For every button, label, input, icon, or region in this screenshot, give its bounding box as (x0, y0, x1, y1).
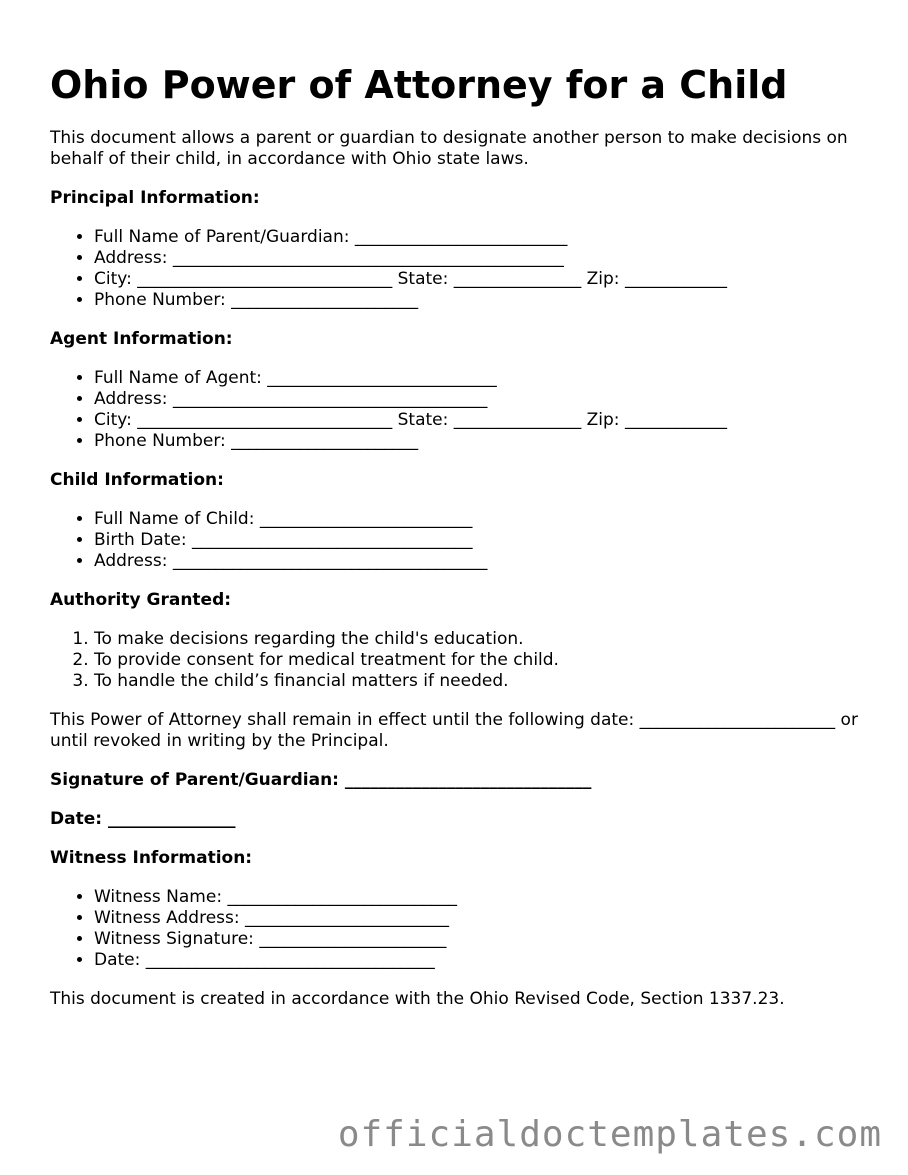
authority-item-education: 1. To make decisions regarding the child's education. (94, 629, 870, 650)
principal-list (50, 227, 870, 311)
authority-item-financial: 3. To handle the child’s financial matters if needed. (94, 671, 870, 692)
witness-signature-field[interactable]: • Witness Signature: ______________________ (94, 929, 870, 950)
agent-city-state-zip-field[interactable]: • City: ______________________________ State: _______________ Zip: ____________ (94, 410, 870, 431)
agent-phone-field[interactable]: • Phone Number: ______________________ (94, 431, 870, 452)
agent-full-name-field[interactable]: • Full Name of Agent: ___________________________ (94, 368, 870, 389)
authority-heading: Authority Granted: (50, 590, 232, 610)
authority-list (50, 629, 870, 692)
principal-full-name-field[interactable]: • Full Name of Parent/Guardian: _________________________ (94, 227, 870, 248)
witness-address-field[interactable]: • Witness Address: ________________________ (94, 908, 870, 929)
principal-address-field[interactable]: • Address: ______________________________________________ (94, 248, 870, 269)
witness-list (50, 887, 870, 971)
principal-city-state-zip-field[interactable]: • City: ______________________________ State: _______________ Zip: ____________ (94, 269, 870, 290)
witness-date-field[interactable]: • Date: __________________________________ (94, 950, 870, 971)
agent-heading: Agent Information: (50, 329, 233, 349)
agent-address-field[interactable]: • Address: _____________________________________ (94, 389, 870, 410)
child-heading: Child Information: (50, 470, 224, 490)
principal-heading: Principal Information: (50, 188, 260, 208)
agent-list (50, 368, 870, 452)
watermark: officialdoctemplates.com (337, 1114, 882, 1155)
child-list (50, 509, 870, 572)
intro-paragraph: This document allows a parent or guardian to designate another person to make decisions on behalf of their child, in accordance with Ohio state laws. (50, 128, 848, 169)
principal-phone-field[interactable]: • Phone Number: ______________________ (94, 290, 870, 311)
child-birth-date-field[interactable]: • Birth Date: _________________________________ (94, 530, 870, 551)
document-page (50, 60, 870, 1028)
authority-item-medical: 2. To provide consent for medical treatment for the child. (94, 650, 870, 671)
document-title: Ohio Power of Attorney for a Child (50, 63, 788, 107)
child-address-field[interactable]: • Address: _____________________________________ (94, 551, 870, 572)
effect-paragraph[interactable]: This Power of Attorney shall remain in effect until the following date: _______________________ or until revoked in writing by the Principal. (50, 710, 858, 751)
footer-note: This document is created in accordance with the Ohio Revised Code, Section 1337.23. (50, 989, 785, 1009)
date-line[interactable]: Date: _______________ (50, 809, 236, 829)
witness-heading: Witness Information: (50, 848, 253, 868)
signature-line[interactable]: Signature of Parent/Guardian: _____________________________ (50, 770, 592, 790)
witness-name-field[interactable]: • Witness Name: ___________________________ (94, 887, 870, 908)
child-full-name-field[interactable]: • Full Name of Child: _________________________ (94, 509, 870, 530)
